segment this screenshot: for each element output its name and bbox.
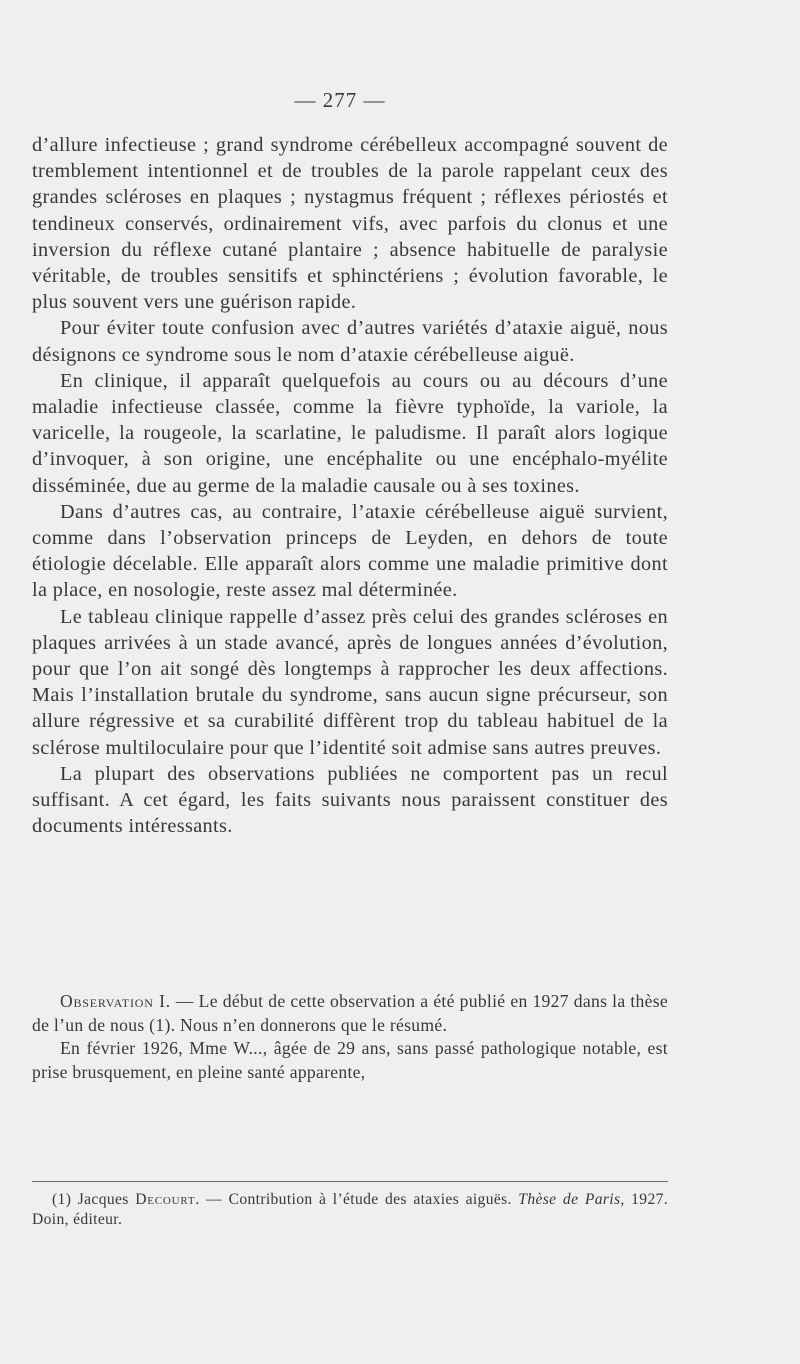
observation-heading: Observation I. — [60, 991, 171, 1011]
observation-intro-text: — Le début de cette observation a été publié en 1927 dans la thèse de l’un de nous (1). Nous n’en donnerons que le résumé. — [32, 991, 668, 1035]
paragraph-4: Dans d’autres cas, au contraire, l’ataxie cérébelleuse aiguë survient, comme dans l’observation princeps de Leyden, en dehors de toute étiologie décelable. Elle apparaît alors comme une maladie primitive dont la place, en nosologie, reste assez mal déterminée. — [32, 500, 668, 602]
paragraph-6: La plupart des observations publiées ne comportent pas un recul suffisant. A cet égard, les faits suivants nous paraissent constituer des documents intéressants. — [32, 762, 668, 838]
footnote-divider — [32, 1181, 668, 1182]
footnote-source: Thèse de Paris — [518, 1191, 621, 1208]
paragraph-5: Le tableau clinique rappelle d’assez près celui des grandes scléroses en plaques arrivées à un stade avancé, après de longues années d’évolution, pour que l’on ait songé dès longtemps à rapprocher les deux affections. Mais l’installation brutale du syndrome, sans aucun signe précurseur, son allure régressive et sa curabilité diffèrent trop du tableau habituel de la sclérose multiloculaire pour que l’identité soit admise sans autres preuves. — [32, 605, 668, 759]
paragraph-1: d’allure infectieuse ; grand syndrome cérébelleux accompagné souvent de tremblement intentionnel et de troubles de la parole rappelant ceux des grandes scléroses en plaques ; nystagmus fréquent ; réflexes périostés et tendineux conservés, ordinairement vifs, avec parfois du clonus et une inversion du réflexe cutané plantaire ; absence habituelle de paralysie véritable, de troubles sensitifs et sphinctériens ; évolution favorable, le plus souvent vers une guérison rapide. — [32, 134, 668, 314]
main-text — [32, 132, 668, 839]
observation-text: En février 1926, Mme W..., âgée de 29 ans, sans passé pathologique notable, est prise brusquement, en pleine santé apparente, — [32, 1038, 668, 1082]
footnote-title: . — Contribution à l’étude des ataxies aiguës. — [195, 1191, 519, 1208]
footnote-marker: (1) Jacques — [52, 1191, 136, 1208]
observation-intro — [32, 990, 668, 1037]
paragraph-3: En clinique, il apparaît quelquefois au cours ou au décours d’une maladie infectieuse classée, comme la fièvre typhoïde, la variole, la varicelle, la rougeole, la scarlatine, le paludisme. Il paraît alors logique d’invoquer, à son origine, une encéphalite ou une encéphalo-myélite disséminée, due au germe de la maladie causale ou à ses toxines. — [32, 369, 668, 497]
footnote-author: Decourt — [135, 1191, 196, 1208]
paragraph-2: Pour éviter toute confusion avec d’autres variétés d’ataxie aiguë, nous désignons ce syndrome sous le nom d’ataxie cérébelleuse aiguë. — [32, 317, 668, 366]
footnote — [32, 1190, 668, 1229]
footnote-publisher: , 1927. Doin, éditeur. — [32, 1191, 668, 1228]
page-number: — 277 — — [294, 88, 386, 112]
observation-section — [32, 990, 668, 1084]
